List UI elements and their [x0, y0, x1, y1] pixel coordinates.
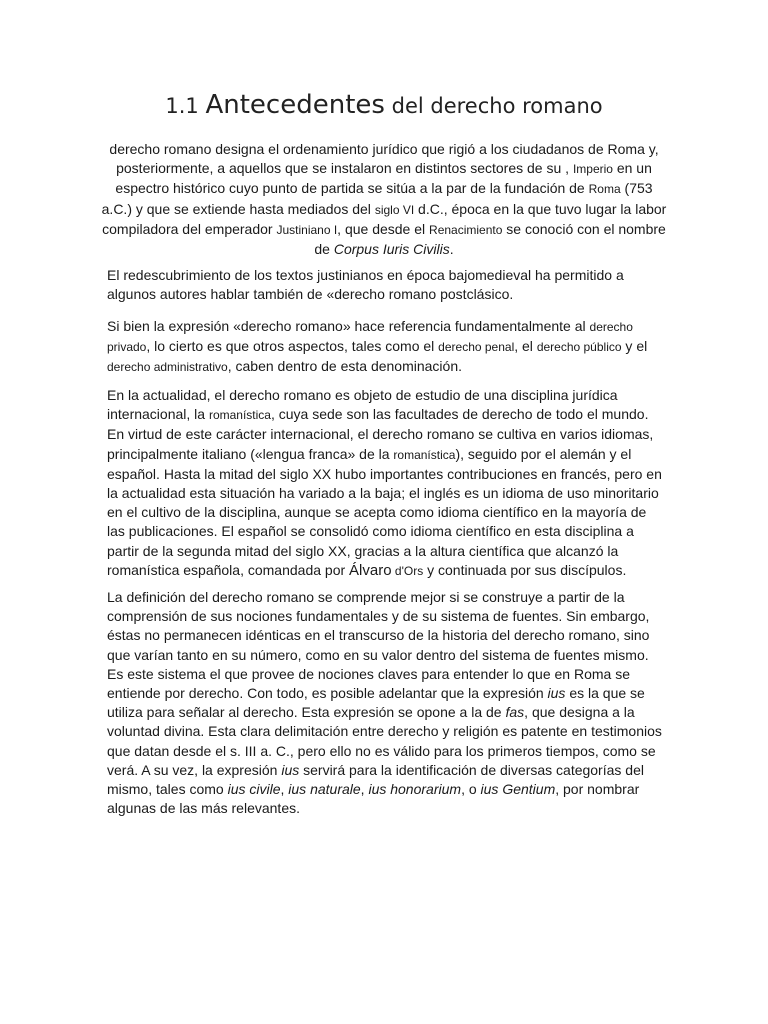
paragraph-actualidad — [107, 386, 663, 581]
page-title — [0, 90, 768, 121]
intro-text: en un espectro histórico cuyo punto de partida se sitúa a la par de la fundación de — [115, 160, 652, 197]
link-roma[interactable]: Roma — [588, 182, 621, 197]
paragraph-text: El redescubrimiento de los textos justinianos en época bajomedieval ha permitido a algunos autores hablar también de «derecho romano postclásico. — [107, 267, 624, 303]
paragraph-text: , o — [461, 781, 481, 798]
intro-text: d.C., época en la que tuvo lugar la labor compiladora del emperador — [102, 200, 667, 237]
paragraph-text: , caben dentro de esta denominación. — [227, 358, 463, 375]
intro-text: . — [449, 241, 454, 258]
paragraph-text: y el — [621, 338, 648, 355]
link-siglo-vi[interactable]: siglo VI — [374, 202, 415, 217]
paragraph-text: ), seguido por el alemán y el español. Hasta la mitad del siglo XX hubo importantes contribuciones en francés, pero en la actualidad esta situación ha variado a la baja; el inglés es un idioma de uso minoritario en el cultivo de la disciplina, aunque se acepta como idioma científico en la mayoría de las publicaciones. El español se consolidó como idioma científico en esta disciplina a partir de la segunda mitad del siglo XX, gracias a la altura científica que alcanzó la romanística española, comandada por — [107, 445, 662, 578]
link-justiniano[interactable]: Justiniano I — [276, 222, 338, 237]
intro-text: derecho romano designa el ordenamiento jurídico que rigió a los ciudadanos de Roma y, posteriormente, a aquellos que se instalaron en distintos sectores de su , — [109, 141, 659, 177]
link-renacimiento[interactable]: Renacimiento — [429, 222, 503, 237]
link-romanistica-2[interactable]: romanística — [393, 447, 456, 462]
paragraph-text: Si bien la expresión «derecho romano» hace referencia fundamentalmente al — [107, 318, 590, 334]
paragraph-text: servirá para la identificación de diversas categorías del mismo, tales como — [107, 761, 644, 798]
paragraph-text: , por nombrar algunas de las más relevantes. — [107, 781, 640, 817]
paragraph-text: , que designa a la voluntad divina. Esta clara delimitación entre derecho y religión es patente en testimonios que datan desde el s. III a. C., pero ello no es válido para los primeros tiempos, como se verá. A su vez, la expresión — [107, 704, 662, 778]
italic-ius-naturale: ius naturale — [288, 781, 361, 798]
paragraph-text: , lo cierto es que otros aspectos, tales como el — [146, 338, 439, 355]
link-dors[interactable]: d'Ors — [391, 563, 424, 578]
paragraph-text: , — [280, 781, 289, 798]
paragraph-text: y continuada por sus discípulos. — [423, 561, 627, 578]
intro-text: , que desde el — [337, 220, 430, 237]
paragraph-derecho-romano-expresion — [107, 317, 663, 378]
paragraph-redescubrimiento — [107, 266, 663, 304]
link-romanistica[interactable]: romanística — [208, 408, 271, 423]
intro-text: (753 a.C.) y que se extiende hasta mediados del — [101, 180, 653, 217]
italic-ius: ius — [281, 761, 300, 778]
italic-ius-honorarium: ius honorarium — [368, 781, 462, 798]
intro-paragraph — [100, 140, 668, 259]
italic-fas: fas — [505, 704, 525, 721]
italic-ius: ius — [547, 685, 566, 702]
title-number: 1.1 — [165, 94, 206, 118]
link-derecho-penal[interactable]: derecho penal — [438, 340, 515, 355]
italic-corpus-iuris-civilis: Corpus Iuris Civilis — [333, 241, 450, 258]
link-derecho-publico[interactable]: derecho público — [536, 340, 622, 355]
paragraph-text: La definición del derecho romano se comprende mejor si se construye a partir de la comprensión de sus nociones fundamentales y de su sistema de fuentes. Sin embargo, éstas no permanecen idénticas en el transcurso de la historia del derecho romano, sino que varían tanto en su número, como en su valor dentro del sistema de fuentes mismo. Es este sistema el que provee de nociones claves para entender lo que en Roma se entiende por derecho. Con todo, es posible adelantar que la expresión — [107, 589, 650, 702]
title-main-word: Antecedentes — [205, 90, 385, 120]
intro-text: se conoció con el nombre de — [314, 220, 666, 258]
link-imperio[interactable]: Imperio — [572, 162, 613, 177]
paragraph-text: , — [360, 781, 369, 798]
paragraph-text: , cuya sede son las facultades de derecho de todo el mundo. En virtud de este carácter internacional, el derecho romano se cultiva en varios idiomas, principalmente italiano («lengua franca» de la — [107, 406, 654, 462]
title-rest: del derecho romano — [384, 94, 603, 118]
paragraph-text: es la que se utiliza para señalar al derecho. Esta expresión se opone a la de — [107, 685, 645, 721]
paragraph-text: En la actualidad, el derecho romano es objeto de estudio de una disciplina jurídica internacional, la — [107, 387, 618, 423]
paragraph-definicion — [107, 588, 663, 818]
link-derecho-administrativo[interactable]: derecho administrativo — [107, 360, 228, 375]
paragraph-text: , el — [514, 338, 537, 355]
italic-ius-civile: ius civile — [227, 781, 281, 798]
italic-ius-gentium: ius Gentium — [480, 781, 556, 798]
link-alvaro[interactable]: Álvaro — [349, 561, 392, 579]
link-derecho-privado[interactable]: derecho privado — [107, 320, 633, 355]
